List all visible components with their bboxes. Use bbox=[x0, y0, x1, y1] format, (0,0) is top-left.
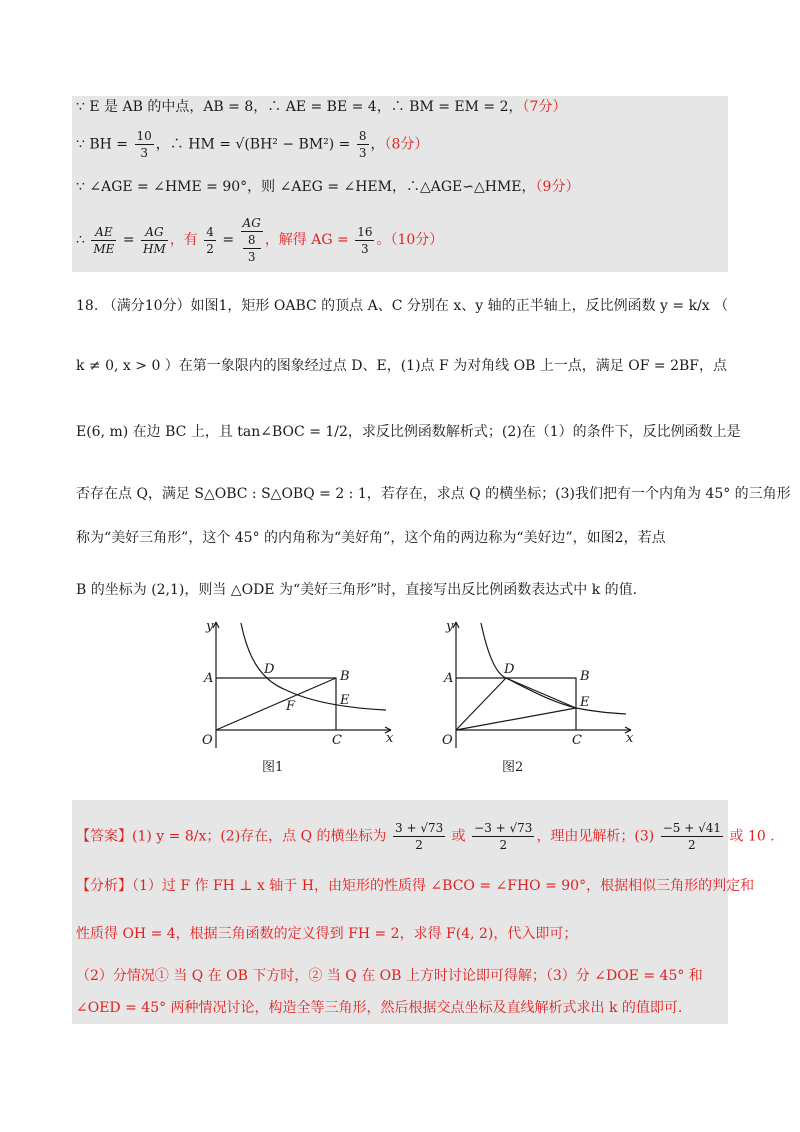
solution-line-4: ∴ $\frac{AE}{ME}$ = $\frac{AG}{HM}$ ，有 $\frac{4}{2}$ = AG 8 3 ，解得 AG = $\frac{16}{3}$ 。（10分） bbox=[76, 216, 444, 264]
fraction-ae-me: $\frac{AE}{ME}$ bbox=[93, 224, 115, 256]
fraction-ag-hm: $\frac{AG}{HM}$ bbox=[143, 224, 166, 256]
label-d: D bbox=[264, 662, 275, 677]
problem-line-1: 18. （满分10分）如图1，矩形 OABC 的顶点 A、C 分别在 x、y 轴的正半轴上，反比例函数 y = k/x （ bbox=[76, 298, 729, 314]
solution-line-2: ∵ BH = $\frac{10}{3}$ ，∴ HM = √(BH² − BM²) = $\frac{8}{3}$ ，（8分） bbox=[76, 129, 429, 160]
label-a: A bbox=[204, 671, 214, 686]
segment-de bbox=[506, 678, 576, 708]
solution-line-3: ∵ ∠AGE = ∠HME = 90°，则 ∠AEG = ∠HEM，∴△AGE∽△HME，（9分） bbox=[76, 179, 580, 195]
fraction-hm: $\frac{8}{3}$ bbox=[358, 129, 367, 160]
label-c: C bbox=[332, 733, 342, 748]
fraction-answer-1: $\frac{3 + √73}{2}$ bbox=[395, 821, 444, 852]
fraction-4-2: $\frac{4}{2}$ bbox=[206, 224, 214, 256]
fraction-answer-3: $\frac{-5 + √41}{2}$ bbox=[662, 821, 722, 852]
analysis-line-1: 【分析】（1）过 F 作 FH ⊥ x 轴于 H，由矩形的性质得 ∠BCO = ∠FHO = 90°，根据相似三角形的判定和 bbox=[76, 878, 755, 894]
figure-2-caption: 图2 bbox=[502, 760, 524, 775]
answer-line: 【答案】(1) y = 8/x；(2)存在，点 Q 的横坐标为 $\frac{3 + √73}{2}$ 或 $\frac{-3 + √73}{2}$ ，理由见解析；(3) $\frac{-5 + √41}{2}$ 或 10 . bbox=[76, 821, 775, 852]
fraction-answer-2: $\frac{-3 + √73}{2}$ bbox=[474, 821, 533, 852]
problem-line-2: k ≠ 0, x > 0 ）在第一象限内的图象经过点 D、E，(1)点 F 为对角线 OB 上一点，满足 OF = 2BF，点 bbox=[76, 358, 727, 374]
label-o: O bbox=[202, 733, 213, 748]
hyperbola-curve bbox=[241, 623, 386, 710]
label-o: O bbox=[442, 733, 453, 748]
problem-line-6: B 的坐标为 (2,1)，则当 △ODE 为“美好三角形”时，直接写出反比例函数表达式中 k 的值. bbox=[76, 582, 638, 598]
problem-line-5: 称为“美好三角形”，这个 45° 的内角称为“美好角”，这个角的两边称为“美好边”，如图2，若点 bbox=[76, 530, 666, 546]
figure-1 bbox=[186, 618, 396, 753]
fraction-bh: $\frac{10}{3}$ bbox=[136, 129, 152, 160]
fraction-ag-8-3: AG 8 3 bbox=[242, 216, 261, 264]
label-b: B bbox=[340, 669, 350, 684]
analysis-line-4: ∠OED = 45° 两种情况讨论，构造全等三角形，然后根据交点坐标及直线解析式求出 k 的值即可. bbox=[76, 1000, 683, 1016]
label-x: x bbox=[386, 731, 394, 746]
label-a: A bbox=[444, 671, 454, 686]
label-e: E bbox=[580, 695, 590, 710]
analysis-line-3: （2）分情况① 当 Q 在 OB 下方时，② 当 Q 在 OB 上方时讨论即可得解；（3）分 ∠DOE = 45° 和 bbox=[76, 968, 703, 984]
figure-1-caption: 图1 bbox=[262, 760, 284, 775]
figure-2 bbox=[426, 618, 636, 753]
label-y: y bbox=[206, 619, 214, 634]
problem-line-4: 否存在点 Q，满足 S△OBC : S△OBQ = 2 : 1，若存在，求点 Q 的横坐标；(3)我们把有一个内角为 45° 的三角形 bbox=[76, 486, 791, 502]
label-x: x bbox=[626, 731, 634, 746]
analysis-line-2: 性质得 OH = 4，根据三角函数的定义得到 FH = 2，求得 F(4, 2)，代入即可； bbox=[76, 926, 578, 942]
label-e: E bbox=[340, 693, 350, 708]
label-y: y bbox=[446, 619, 454, 634]
label-f: F bbox=[286, 699, 296, 714]
fraction-16-3: $\frac{16}{3}$ bbox=[357, 224, 373, 256]
problem-line-3: E(6, m) 在边 BC 上，且 tan∠BOC = 1/2，求反比例函数解析式；(2)在（1）的条件下，反比例函数上是 bbox=[76, 424, 741, 440]
diagonal-ob bbox=[216, 678, 336, 730]
label-d: D bbox=[504, 662, 515, 677]
label-b: B bbox=[580, 669, 590, 684]
rectangle-edges bbox=[456, 678, 576, 730]
label-c: C bbox=[572, 733, 582, 748]
hyperbola-curve bbox=[481, 623, 626, 714]
solution-line-1: ∵ E 是 AB 的中点，AB = 8，∴ AE = BE = 4，∴ BM = EM = 2，（7分） bbox=[76, 99, 567, 115]
